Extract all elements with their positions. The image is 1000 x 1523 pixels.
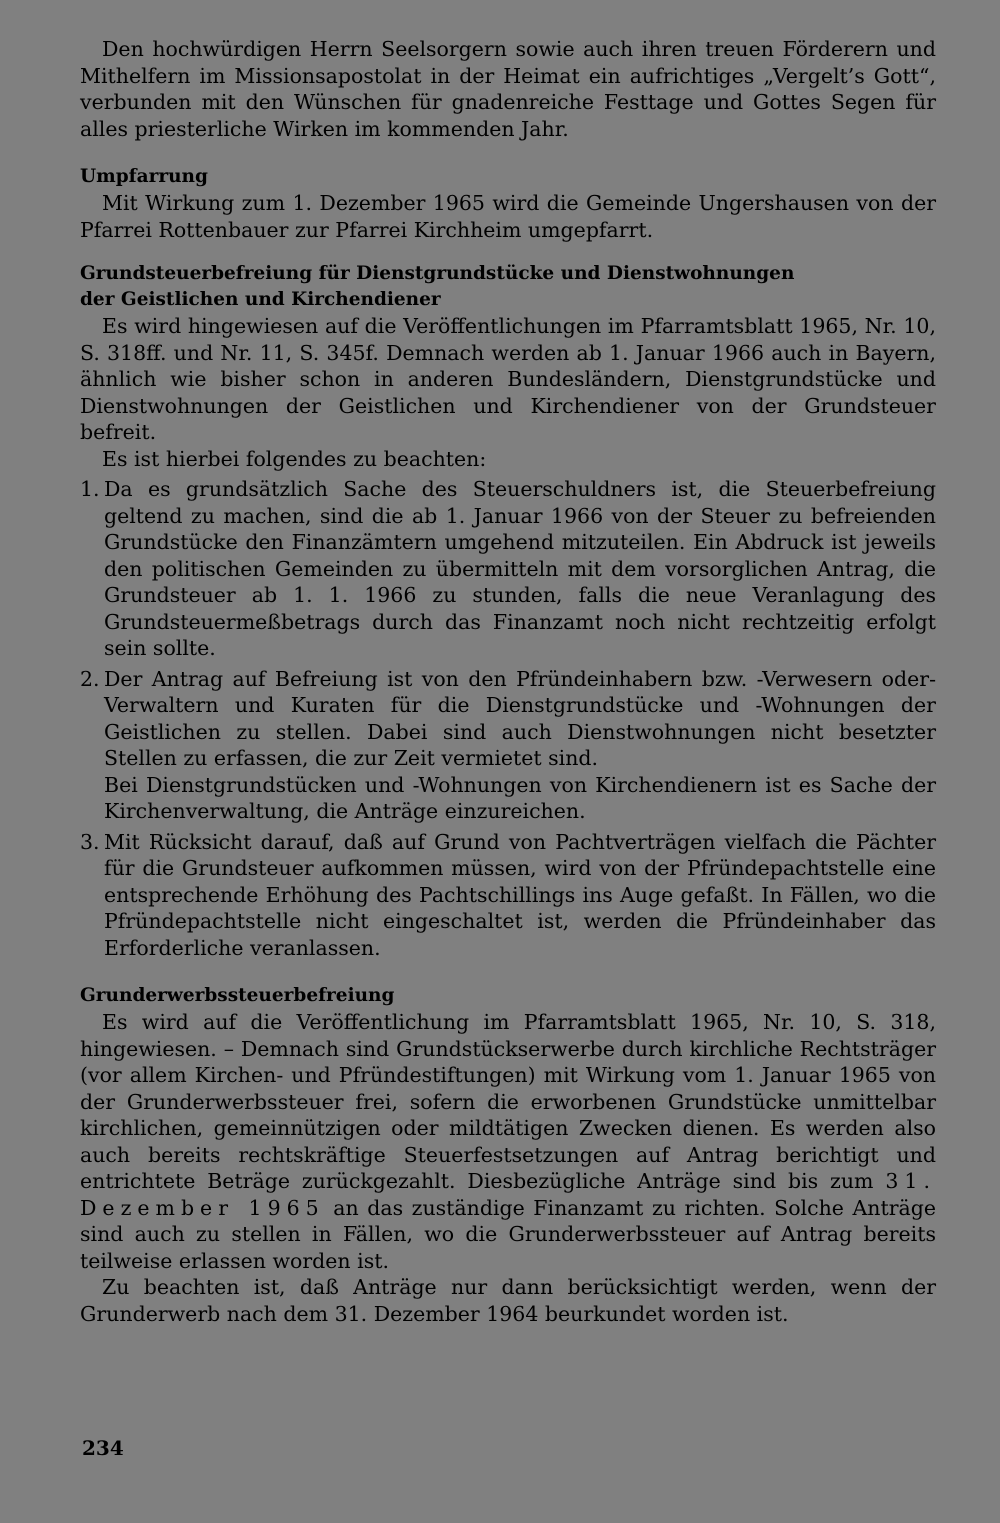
heading-line-2: der Geistlichen und Kirchendiener: [80, 289, 441, 310]
grunderwerb-note: Zu beachten ist, daß Anträge nur dann berücksichtigt werden, wenn der Grunderwerb nach dem 31. Dezember 1964 beurkundet worden ist.: [80, 1275, 936, 1326]
document-page: [80, 36, 936, 1327]
list-item: [80, 476, 936, 662]
grundsteuer-paragraph: Es wird hingewiesen auf die Veröffentlichungen im Pfarramtsblatt 1965, Nr. 10, S. 318ff. und Nr. 11, S. 345f. Demnach werden ab 1. Januar 1966 auch in Bayern, ähnlich wie bisher schon in anderen Bundesländern, Dienstgrundstücke und Dienstwohnungen der Geistlichen und Kirchendiener von der Grundsteuer befreit.: [80, 314, 936, 444]
list-item-number: 3.: [80, 829, 100, 854]
list-item-text: Der Antrag auf Befreiung ist von den Pfründeinhabern bzw. -Verwesern oder-Verwaltern und Kuraten für die Dienstgrundstücke und -Wohnungen der Geistlichen zu stellen. Dabei sind auch Dienstwohnungen nicht besetzter Stellen zu erfassen, die zur Zeit vermietet sind.: [104, 666, 936, 770]
intro-paragraph: Den hochwürdigen Herrn Seelsorgern sowie auch ihren treuen Förderern und Mithelfern im Missionsapostolat in der Heimat ein aufrichtiges „Vergelt’s Gott“, verbunden mit den Wünschen für gnadenreiche Festtage und Gottes Segen für alles priesterliche Wirken im kommenden Jahr.: [80, 37, 936, 141]
page-number: 234: [82, 1436, 124, 1460]
list-item: [80, 666, 936, 825]
grunderwerb-text-b: an das zuständige Finanzamt zu richten. Solche Anträge sind auch zu stellen in Fällen, wo die Grunderwerbssteuer auf Antrag bereits teilweise erlassen worden ist.: [80, 1195, 936, 1273]
list-item-number: 2.: [80, 666, 100, 691]
grunderwerb-paragraph: [80, 1009, 936, 1274]
heading-line-1: Grundsteuerbefreiung für Dienstgrundstücke und Dienstwohnungen: [80, 263, 795, 284]
section-heading-umpfarrung: Umpfarrung: [80, 166, 208, 187]
section-heading-grunderwerb: Grunderwerbssteuerbefreiung: [80, 985, 395, 1006]
section-heading-grundsteuer: [80, 261, 936, 313]
umpfarrung-paragraph: Mit Wirkung zum 1. Dezember 1965 wird die Gemeinde Ungershausen von der Pfarrei Rottenbauer zur Pfarrei Kirchheim umgepfarrt.: [80, 191, 936, 242]
list-item-text: Mit Rücksicht darauf, daß auf Grund von Pachtverträgen vielfach die Pächter für die Grundsteuer aufkommen müssen, wird von der Pfründepachtstelle eine entsprechende Erhöhung des Pachtschillings ins Auge gefaßt. In Fällen, wo die Pfründepachtstelle nicht eingeschaltet ist, werden die Pfründeinhaber das Erforderliche veranlassen.: [104, 829, 936, 960]
list-item-text: Da es grundsätzlich Sache des Steuerschuldners ist, die Steuerbefreiung geltend zu machen, sind die ab 1. Januar 1966 von der Steuer zu befreienden Grundstücke den Finanzämtern umgehend mitzuteilen. Ein Abdruck ist jeweils den politischen Gemeinden zu übermitteln mit dem vorsorglichen Antrag, die Grundsteuer ab 1. 1. 1966 zu stunden, falls die neue Veranlagung des Grundsteuermeßbetrags durch das Finanzamt noch nicht rechtzeitig erfolgt sein sollte.: [104, 477, 936, 660]
list-item: [80, 829, 936, 962]
grunderwerb-deadline: 31. Dezember 1965: [80, 1169, 936, 1220]
grundsteuer-list: [80, 476, 936, 961]
grunderwerb-text-a: Es wird auf die Veröffentlichung im Pfarramtsblatt 1965, Nr. 10, S. 318, hingewiesen. – Demnach sind Grundstückserwerbe durch kirchliche Rechtsträger (vor allem Kirchen- und Pfründestiftungen) mit Wirkung vom 1. Januar 1965 von der Grunderwerbssteuer frei, sofern die erworbenen Grundstücke unmittelbar kirchlichen, gemeinnützigen oder mildtätigen Zwecken dienen. Es werden also auch bereits rechtskräftige Steuerfestsetzungen auf Antrag berichtigt und entrichtete Beträge zurückgezahlt. Diesbezügliche Anträge sind bis zum: [80, 1010, 936, 1193]
grundsteuer-lead: Es ist hierbei folgendes zu beachten:: [102, 446, 487, 471]
list-item-number: 1.: [80, 477, 100, 501]
list-item-text-continued: Bei Dienstgrundstücken und -Wohnungen von Kirchendienern ist es Sache der Kirchenverwaltung, die Anträge einzureichen.: [104, 772, 936, 823]
